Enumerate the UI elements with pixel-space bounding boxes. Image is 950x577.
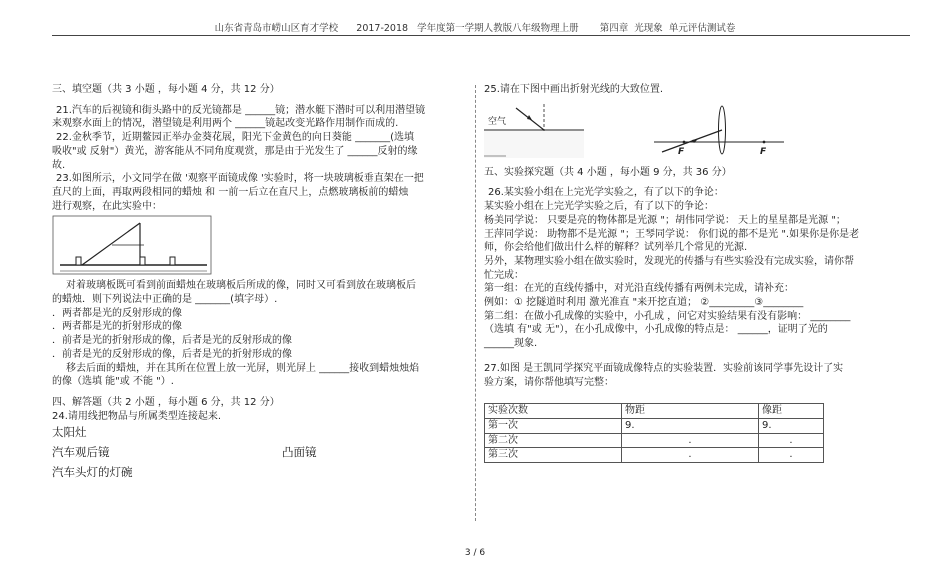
table-cell: 9.	[759, 418, 824, 433]
q26-line1: 26.某实验小组在上完光学实验之，有了以下的争论：	[488, 187, 724, 199]
column-divider	[475, 85, 476, 521]
q23-tail-line1: 移去后面的蜡烛，并在其所在位置上放一光屏，则光屏上 ______接收到蜡烛烛焰	[66, 362, 420, 374]
q23-tail-line2: 的像（选填 能"或 不能 "）.	[52, 376, 174, 388]
q26-line3: 杨美同学说： 只要是亮的物体都是光源 "；胡伟同学说： 天上的星星都是光源 "；	[484, 214, 846, 226]
q23-option-b: ．两者都是光的折射形成的像	[52, 321, 182, 333]
table-cell: 9.	[622, 418, 759, 433]
q22-line3: 故.	[52, 159, 66, 171]
section5-title: 五、实验探究题（共 4 小题 ，每小题 9 分，共 36 分）	[484, 166, 732, 178]
table-cell: .	[759, 433, 824, 448]
q23-option-d: ．前者是光的反射形成的像，后者是光的折射形成的像	[52, 348, 292, 360]
focus-label-left: F	[678, 146, 685, 157]
q21-line1: 21.汽车的后视镜和街头路中的反光镜都是 ______镜；潜水艇下潜时可以利用潜望镜	[56, 104, 426, 116]
table-cell: 第三次	[485, 448, 622, 463]
header-rule	[52, 35, 910, 36]
q23-line1: 23.如图所示，小文同学在做 '观察平面镜成像 '实验时，将一块玻璃板垂直架在一把	[56, 173, 424, 185]
q23-line3: 进行观察，在此实验中：	[52, 200, 162, 212]
mirror-experiment-diagram	[52, 215, 212, 275]
q24-type-convex-mirror: 凸面镜	[282, 445, 317, 460]
q23-cont-line2: 的蜡烛．则下列说法中正确的是 _______(填字母）.	[52, 294, 278, 306]
table-cell: .	[759, 448, 824, 463]
table-header-row	[485, 404, 824, 419]
q26-line11: （选填 有"或 无"），在小孔成像中，小孔成像的特点是： ______，证明了光的	[484, 324, 828, 336]
q26-line9: 例如：① 挖隧道时利用 激光准直 "来开挖直道； ②_________③________	[484, 297, 804, 309]
q24-item-headlamp-reflector: 汽车头灯的灯碗	[52, 465, 133, 480]
q26-line6: 另外，某物理实验小组在做实验时，发现光的传播与有些实验没有完成实验，请你帮	[484, 255, 854, 267]
table-header: 物距	[622, 404, 759, 419]
table-cell: 第一次	[485, 418, 622, 433]
q22-line2: 吸收"或 反射"）黄光，游客能从不同角度观赏，那是由于光发生了 ______反射的缘	[52, 145, 418, 157]
q27-line2: 验方案，请你帮他填写完整：	[484, 376, 614, 388]
q25-figures	[484, 100, 804, 162]
table-header: 像距	[759, 404, 824, 419]
page-header: 山东省青岛市崂山区育才学校 2017-2018 学年度第一学期人教版八年级物理上册 第四章 光现象 单元评估测试卷	[214, 23, 736, 34]
section3-title: 三、填空题（共 3 小题 ，每小题 4 分，共 12 分）	[52, 84, 280, 95]
q24-item-solar-cooker: 太阳灶	[52, 425, 87, 440]
focus-label-right: F	[760, 146, 767, 157]
q26-line12: ______现象.	[484, 338, 538, 350]
q26-line2: 某实验小组在上完光学实验之后，有了以下的争论：	[484, 201, 714, 213]
right-column	[484, 83, 914, 463]
q23-option-c: ．前者是光的折射形成的像，后者是光的反射形成的像	[52, 335, 292, 347]
q21-line2: 来观察水面上的情况，潜望镜是利用两个 ______镜起改变光路作用制作而成的.	[52, 118, 399, 130]
table-row	[485, 448, 824, 463]
table-cell: .	[622, 448, 759, 463]
q23-figure	[52, 215, 212, 275]
q27-line1: 27.如图 是王凯同学探究平面镜成像特点的实验装置．实验前该同学事先设计了实	[484, 362, 844, 374]
q26-line7: 忙完成：	[484, 269, 524, 281]
q22-line1: 22.金秋季节，近期鳌园正举办金葵花展，阳光下金黄色的向日葵能 _______(选填	[56, 132, 414, 144]
q23-cont-line1: 对着玻璃板既可看到前面蜡烛在玻璃板后所成的像，同时又可看到放在玻璃板后	[66, 280, 416, 292]
table-header: 实验次数	[485, 404, 622, 419]
q26-line10: 第二组：在做小孔成像的实验中，小孔成 ，问它对实验结果有没有影响： ________	[484, 310, 851, 322]
q24-matching	[52, 426, 342, 490]
q26-line4: 王萍同学说： 助物都不是光源 "；王琴同学说： 你们说的都不是光 ".如果你是你是老	[484, 228, 860, 240]
page-number: 3 / 6	[464, 548, 486, 558]
q23-line2: 直尺的上面，再取两段相同的蜡烛 和 一前一后立在直尺上，点燃玻璃板前的蜡烛	[52, 186, 409, 198]
q26-line5: 师，你会给他们做出什么样的解释？试列举几个常见的光源.	[484, 242, 748, 254]
q25-text: 25.请在下图中画出折射光线的大致位置.	[484, 84, 664, 95]
q24-text: 24.请用线把物品与所属类型连接起来.	[52, 410, 222, 422]
table-row	[485, 433, 824, 448]
section4-title: 四、解答题（共 2 小题 ，每小题 6 分，共 12 分）	[52, 396, 280, 408]
refraction-diagrams	[484, 100, 804, 162]
q26-line8: 第一组：在光的直线传播中，对光沿直线传播有两例未完成，请补充：	[484, 283, 794, 295]
air-label: 空气	[488, 116, 507, 127]
table-cell: .	[622, 433, 759, 448]
q23-option-a: ．两者都是光的反射形成的像	[52, 307, 182, 319]
table-row	[485, 418, 824, 433]
left-column	[52, 83, 470, 490]
q24-item-rearview-mirror: 汽车观后镜	[52, 445, 110, 460]
table-cell: 第二次	[485, 433, 622, 448]
q27-table	[484, 403, 824, 463]
